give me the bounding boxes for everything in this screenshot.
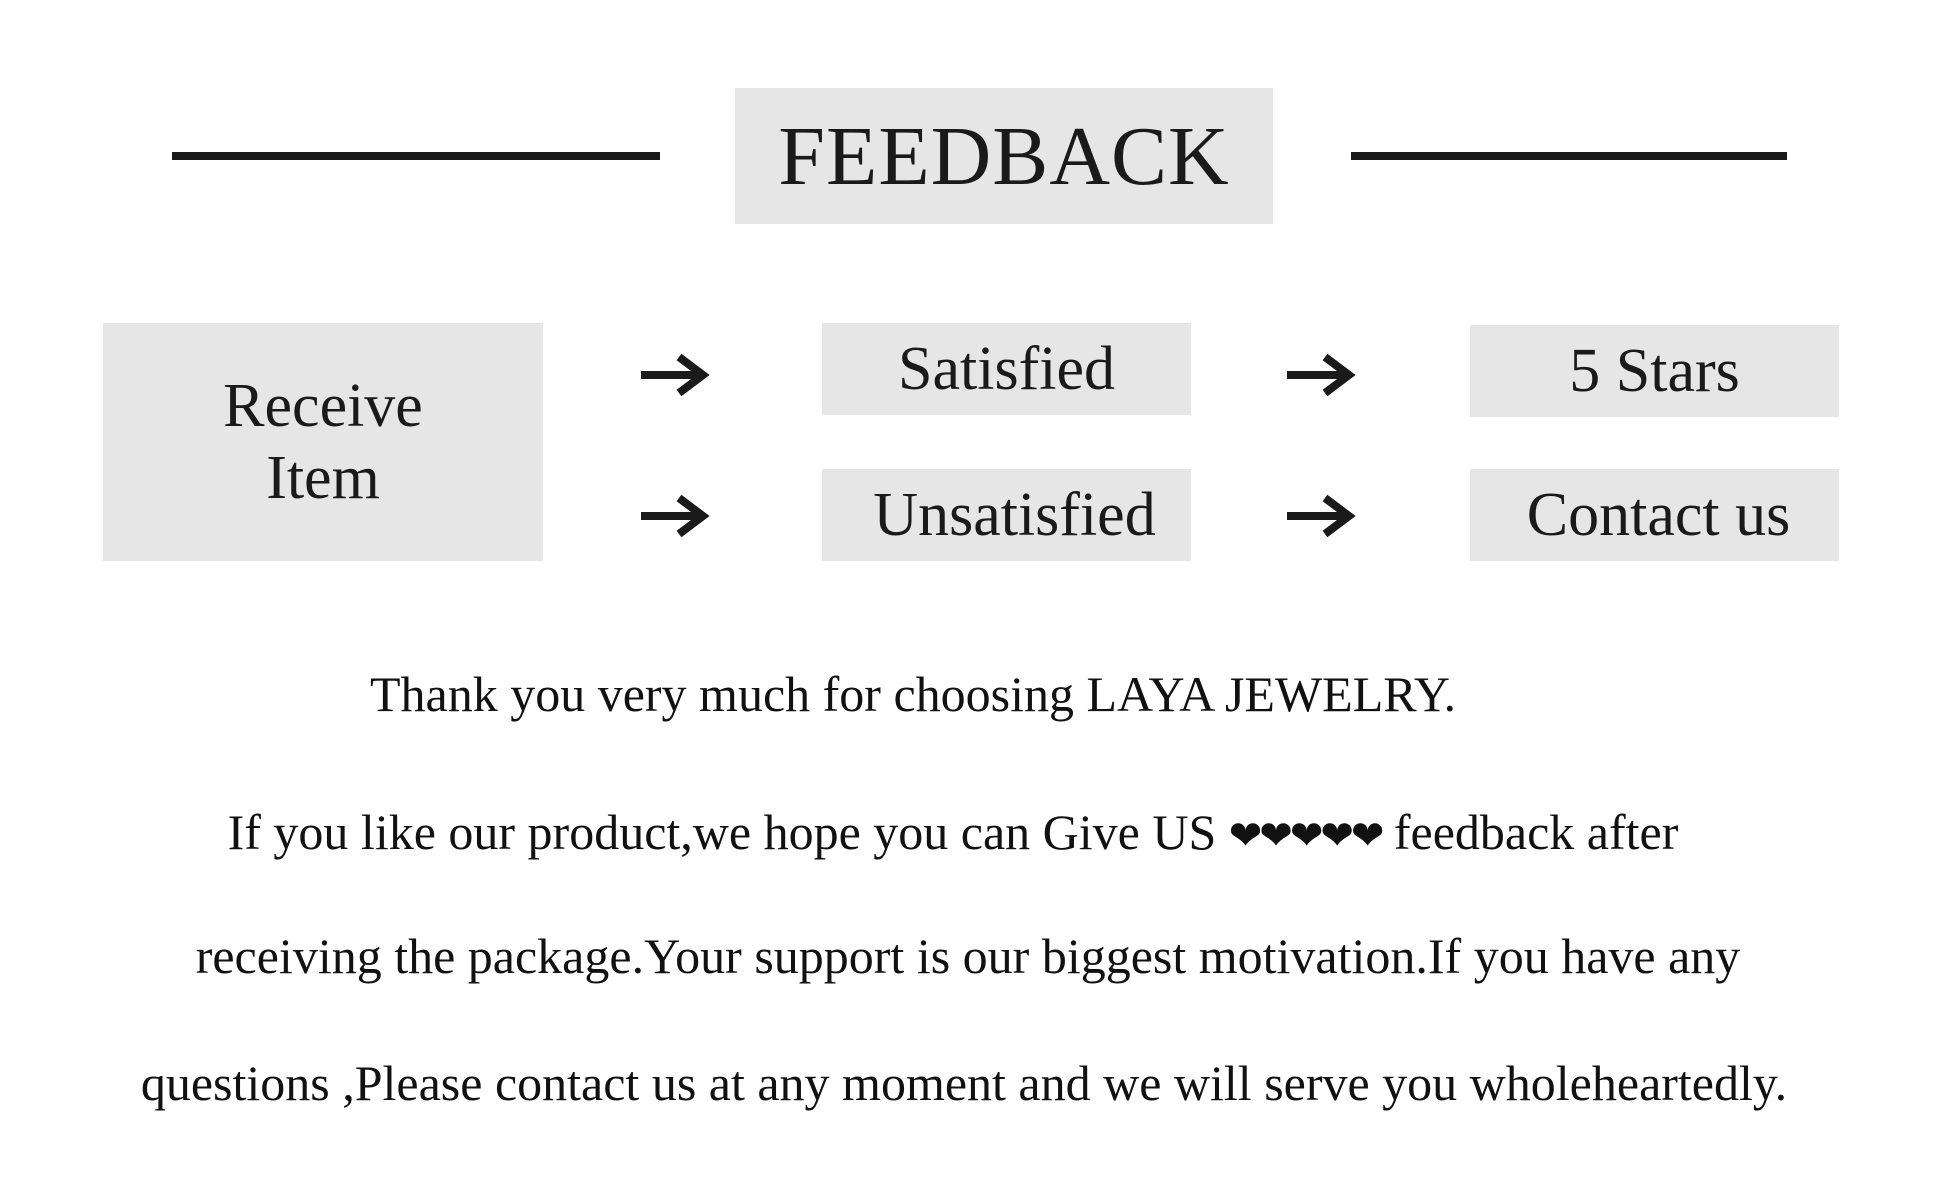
contact-us-box xyxy=(1470,469,1839,561)
unsatisfied-label: Unsatisfied xyxy=(873,480,1156,549)
five-stars-box xyxy=(1470,325,1839,417)
arrow-right-icon xyxy=(637,494,711,538)
header-rule-right xyxy=(1351,152,1787,160)
arrow-right-icon xyxy=(1283,353,1357,397)
satisfied-label: Satisfied xyxy=(898,334,1115,403)
thanks-line: Thank you very much for choosing LAYA JEWELRY. xyxy=(369,666,1456,722)
thanks-text xyxy=(0,665,1886,723)
five-stars-label: 5 Stars xyxy=(1569,336,1740,405)
arrow-right-icon xyxy=(1283,494,1357,538)
contact-us-label: Contact us xyxy=(1526,480,1791,549)
header-rule-left xyxy=(172,152,660,160)
hearts-icon: ❤❤❤❤❤ xyxy=(1228,813,1382,859)
receive-item-label-line1: Receive xyxy=(223,372,423,440)
receive-item-box xyxy=(103,323,543,561)
feedback-request-text-end: feedback after xyxy=(1381,804,1679,860)
feedback-request-text-start: If you like our product,we hope you can Give US xyxy=(227,804,1229,860)
unsatisfied-box xyxy=(822,469,1191,561)
support-text: receiving the package.Your support is our biggest motivation.If you have any xyxy=(195,928,1741,984)
receive-item-label-line2: Item xyxy=(266,444,380,512)
support-line xyxy=(0,927,1941,985)
page-title-text: FEEDBACK xyxy=(778,109,1230,203)
page-title xyxy=(735,88,1273,224)
satisfied-box xyxy=(822,323,1191,415)
arrow-right-icon xyxy=(637,353,711,397)
contact-line xyxy=(0,1054,1937,1112)
contact-text: questions ,Please contact us at any moment and we will serve you wholeheartedly. xyxy=(140,1055,1788,1111)
feedback-request-line xyxy=(0,803,1926,861)
